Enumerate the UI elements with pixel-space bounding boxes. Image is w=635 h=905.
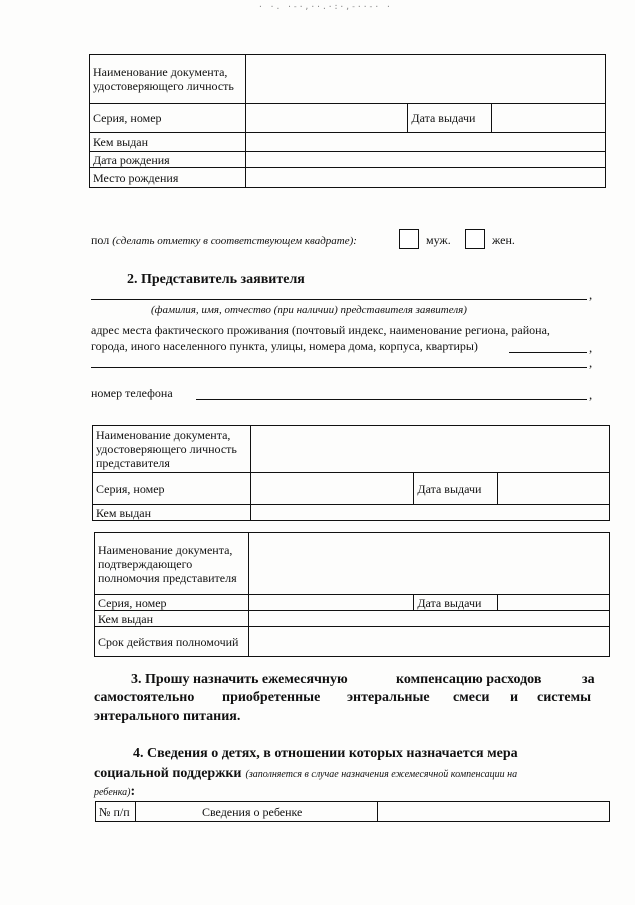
authority-doc-table xyxy=(94,532,610,657)
authority-validity-field[interactable] xyxy=(248,627,609,657)
rep-issued-by-field[interactable] xyxy=(250,505,609,521)
children-num-header: № п/п xyxy=(96,802,136,822)
section3-line2-b: приобретенные xyxy=(222,690,321,705)
rep-series-field[interactable] xyxy=(250,473,414,505)
children-table xyxy=(95,801,610,822)
rep-doc-table xyxy=(92,425,610,521)
section2-title: 2. Представитель заявителя xyxy=(127,272,305,287)
rep-address-comma-1: , xyxy=(589,340,593,355)
rep-issue-date-field[interactable] xyxy=(498,473,610,505)
applicant-series-label: Серия, номер xyxy=(90,104,246,133)
section4-line2-hint: (заполняется в случае назначения ежемесячной компенсации на xyxy=(245,769,518,780)
section4-line3-hint: ребенка) xyxy=(94,787,131,798)
authority-issued-by-label: Кем выдан xyxy=(95,611,249,627)
applicant-doc-table xyxy=(89,54,606,188)
authority-doc-name-label: Наименование документа, подтверждающего полномочия представителя xyxy=(95,533,249,595)
section3-line1-b: компенсацию расходов xyxy=(396,672,542,687)
applicant-birth-place-label: Место рождения xyxy=(90,168,246,188)
authority-series-label: Серия, номер xyxy=(95,595,249,611)
section3-line2-a: самостоятельно xyxy=(94,690,195,705)
section4-line3 xyxy=(94,782,135,800)
applicant-issue-date-field[interactable] xyxy=(492,104,606,133)
children-info-header: Сведения о ребенке xyxy=(135,802,377,822)
rep-address-inline-line[interactable] xyxy=(509,352,587,353)
rep-phone-comma: , xyxy=(589,387,593,402)
section3-line2-c: энтеральные xyxy=(347,690,430,705)
applicant-birth-date-field[interactable] xyxy=(245,152,605,168)
section3-line1-c: за xyxy=(582,672,595,687)
section3-line2-e: и xyxy=(510,690,519,705)
section4-line2 xyxy=(94,764,517,782)
rep-address-comma-2: , xyxy=(589,355,593,370)
authority-doc-name-field[interactable] xyxy=(248,533,609,595)
section3-line2-d: смеси xyxy=(453,690,490,705)
female-checkbox[interactable] xyxy=(465,229,485,249)
female-label: жен. xyxy=(492,233,515,247)
applicant-issued-by-label: Кем выдан xyxy=(90,133,246,152)
gender-hint: (сделать отметку в соответствующем квадрате): xyxy=(112,235,357,247)
rep-doc-name-label: Наименование документа, удостоверяющего личность представителя xyxy=(93,426,251,473)
applicant-issued-by-field[interactable] xyxy=(245,133,605,152)
authority-series-field[interactable] xyxy=(248,595,414,611)
gender-label: пол xyxy=(91,233,110,247)
authority-issued-by-field[interactable] xyxy=(248,611,609,627)
rep-address-line2: города, иного населенного пункта, улицы, номера дома, корпуса, квартиры) xyxy=(91,339,478,353)
applicant-series-field[interactable] xyxy=(245,104,408,133)
rep-doc-name-field[interactable] xyxy=(250,426,609,473)
rep-address-line[interactable] xyxy=(91,367,587,368)
male-checkbox[interactable] xyxy=(399,229,419,249)
applicant-birth-place-field[interactable] xyxy=(245,168,605,188)
authority-validity-label: Срок действия полномочий xyxy=(95,627,249,657)
rep-issued-by-label: Кем выдан xyxy=(93,505,251,521)
applicant-doc-name-field[interactable] xyxy=(245,55,605,104)
rep-name-comma: , xyxy=(589,287,593,302)
section3-line2-f: системы xyxy=(537,690,592,705)
section3-line3: энтерального питания. xyxy=(94,709,241,724)
section3-line1-a: 3. Прошу назначить ежемесячную xyxy=(131,672,348,687)
male-label: муж. xyxy=(426,233,451,247)
applicant-birth-date-label: Дата рождения xyxy=(90,152,246,168)
section4-line3-colon: : xyxy=(130,784,136,799)
section4-line1: 4. Сведения о детях, в отношении которых назначается мера xyxy=(133,746,518,761)
applicant-doc-name-label: Наименование документа, удостоверяющего личность xyxy=(90,55,246,104)
authority-issue-date-label: Дата выдачи xyxy=(414,595,498,611)
section4-line2-bold: социальной поддержки xyxy=(94,766,242,781)
rep-issue-date-label: Дата выдачи xyxy=(414,473,498,505)
rep-phone-label: номер телефона xyxy=(91,386,173,400)
rep-name-hint: (фамилия, имя, отчество (при наличии) представителя заявителя) xyxy=(151,304,467,316)
rep-phone-line[interactable] xyxy=(196,399,587,400)
rep-name-line[interactable] xyxy=(91,299,587,300)
applicant-issue-date-label: Дата выдачи xyxy=(408,104,492,133)
rep-address-line1: адрес места фактического проживания (почтовый индекс, наименование региона, района, xyxy=(91,323,550,337)
scan-noise: · ·. ·-·,··.·:·,-··-· · xyxy=(258,2,392,11)
children-info-field[interactable] xyxy=(377,802,609,822)
authority-issue-date-field[interactable] xyxy=(498,595,610,611)
rep-series-label: Серия, номер xyxy=(93,473,251,505)
gender-row xyxy=(91,233,357,248)
